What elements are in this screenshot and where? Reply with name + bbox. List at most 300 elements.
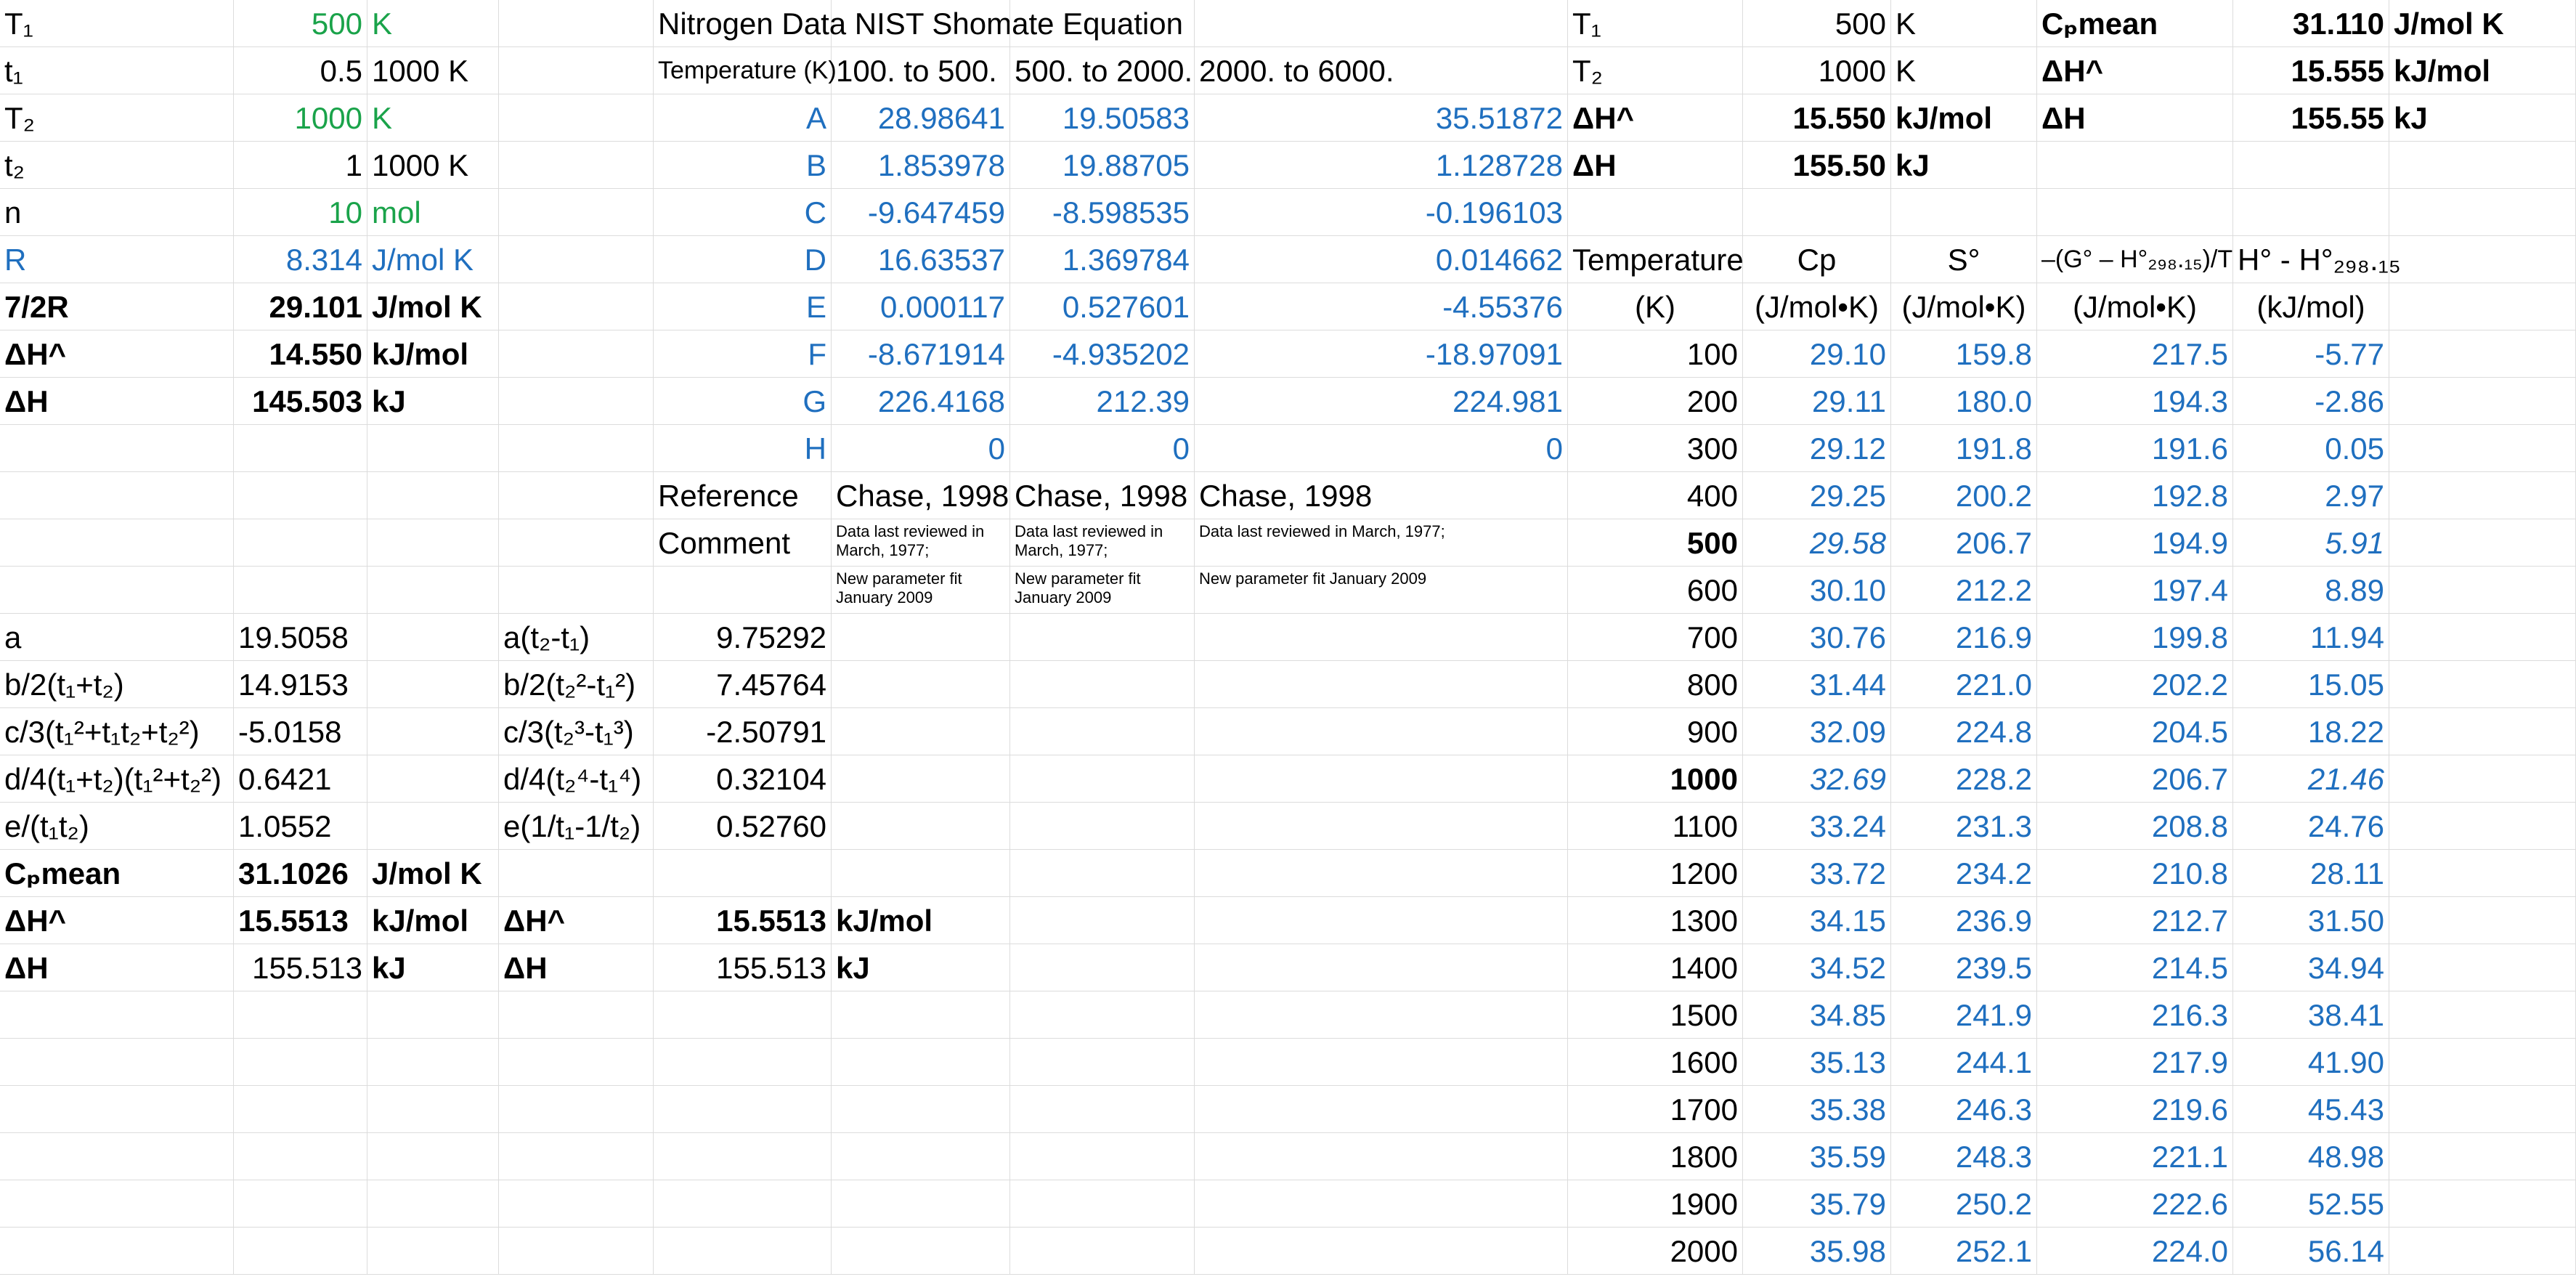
cell-r27-c7[interactable] bbox=[1010, 1228, 1195, 1275]
cell-r6-c2[interactable]: 8.314 bbox=[234, 236, 367, 283]
cell-r8-c5[interactable]: F bbox=[654, 330, 832, 378]
cell-r26-c3[interactable] bbox=[367, 1180, 499, 1228]
cell-r11-c8[interactable]: Chase, 1998 bbox=[1195, 472, 1568, 519]
cell-r3-c12[interactable]: ΔH bbox=[2037, 94, 2233, 142]
cell-r20-c13[interactable]: 31.50 bbox=[2233, 897, 2389, 944]
cell-r13-c11[interactable]: 212.2 bbox=[1891, 567, 2037, 614]
cell-r24-c14[interactable] bbox=[2389, 1086, 2576, 1133]
cell-r21-c4[interactable]: ΔH bbox=[499, 944, 654, 991]
cell-r4-c10[interactable]: 155.50 bbox=[1743, 142, 1891, 189]
cell-r15-c14[interactable] bbox=[2389, 661, 2576, 708]
cell-r13-c7[interactable]: New parameter fit January 2009 bbox=[1010, 567, 1195, 614]
cell-r9-c11[interactable]: 180.0 bbox=[1891, 378, 2037, 425]
cell-r2-c4[interactable] bbox=[499, 47, 654, 94]
cell-r27-c2[interactable] bbox=[234, 1228, 367, 1275]
cell-r20-c12[interactable]: 212.7 bbox=[2037, 897, 2233, 944]
cell-r19-c13[interactable]: 28.11 bbox=[2233, 850, 2389, 897]
cell-r10-c9[interactable]: 300 bbox=[1568, 425, 1743, 472]
cell-r8-c11[interactable]: 159.8 bbox=[1891, 330, 2037, 378]
cell-r23-c9[interactable]: 1600 bbox=[1568, 1039, 1743, 1086]
cell-r9-c14[interactable] bbox=[2389, 378, 2576, 425]
cell-r10-c5[interactable]: H bbox=[654, 425, 832, 472]
cell-r16-c7[interactable] bbox=[1010, 708, 1195, 755]
cell-r4-c7[interactable]: 19.88705 bbox=[1010, 142, 1195, 189]
cell-r12-c13[interactable]: 5.91 bbox=[2233, 519, 2389, 567]
cell-r19-c8[interactable] bbox=[1195, 850, 1568, 897]
cell-r22-c2[interactable] bbox=[234, 991, 367, 1039]
cell-r12-c8[interactable]: Data last reviewed in March, 1977; bbox=[1195, 519, 1568, 567]
cell-r1-c6[interactable] bbox=[832, 0, 1010, 47]
cell-r23-c5[interactable] bbox=[654, 1039, 832, 1086]
cell-r7-c6[interactable]: 0.000117 bbox=[832, 283, 1010, 330]
cell-r17-c3[interactable] bbox=[367, 755, 499, 803]
cell-r5-c3[interactable]: mol bbox=[367, 189, 499, 236]
cell-r24-c9[interactable]: 1700 bbox=[1568, 1086, 1743, 1133]
cell-r4-c11[interactable]: kJ bbox=[1891, 142, 2037, 189]
cell-r17-c7[interactable] bbox=[1010, 755, 1195, 803]
cell-r7-c7[interactable]: 0.527601 bbox=[1010, 283, 1195, 330]
cell-r26-c2[interactable] bbox=[234, 1180, 367, 1228]
cell-r20-c4[interactable]: ΔH^ bbox=[499, 897, 654, 944]
cell-r11-c12[interactable]: 192.8 bbox=[2037, 472, 2233, 519]
cell-r23-c4[interactable] bbox=[499, 1039, 654, 1086]
cell-r21-c7[interactable] bbox=[1010, 944, 1195, 991]
cell-r21-c11[interactable]: 239.5 bbox=[1891, 944, 2037, 991]
cell-r7-c2[interactable]: 29.101 bbox=[234, 283, 367, 330]
cell-r13-c4[interactable] bbox=[499, 567, 654, 614]
cell-r2-c10[interactable]: 1000 bbox=[1743, 47, 1891, 94]
cell-r18-c6[interactable] bbox=[832, 803, 1010, 850]
cell-r17-c11[interactable]: 228.2 bbox=[1891, 755, 2037, 803]
cell-r3-c1[interactable]: T₂ bbox=[0, 94, 234, 142]
cell-r5-c4[interactable] bbox=[499, 189, 654, 236]
cell-r2-c11[interactable]: K bbox=[1891, 47, 2037, 94]
cell-r18-c3[interactable] bbox=[367, 803, 499, 850]
cell-r15-c1[interactable]: b/2(t₁+t₂) bbox=[0, 661, 234, 708]
cell-r6-c12[interactable]: –(G° – H°₂₉₈.₁₅)/T bbox=[2037, 236, 2233, 283]
cell-r23-c11[interactable]: 244.1 bbox=[1891, 1039, 2037, 1086]
cell-r10-c14[interactable] bbox=[2389, 425, 2576, 472]
cell-r6-c11[interactable]: S° bbox=[1891, 236, 2037, 283]
cell-r25-c8[interactable] bbox=[1195, 1133, 1568, 1180]
cell-r5-c6[interactable]: -9.647459 bbox=[832, 189, 1010, 236]
cell-r20-c9[interactable]: 1300 bbox=[1568, 897, 1743, 944]
cell-r22-c14[interactable] bbox=[2389, 991, 2576, 1039]
cell-r3-c10[interactable]: 15.550 bbox=[1743, 94, 1891, 142]
cell-r12-c9[interactable]: 500 bbox=[1568, 519, 1743, 567]
cell-r3-c2[interactable]: 1000 bbox=[234, 94, 367, 142]
cell-r6-c5[interactable]: D bbox=[654, 236, 832, 283]
cell-r4-c13[interactable] bbox=[2233, 142, 2389, 189]
cell-r1-c2[interactable]: 500 bbox=[234, 0, 367, 47]
cell-r22-c11[interactable]: 241.9 bbox=[1891, 991, 2037, 1039]
cell-r19-c14[interactable] bbox=[2389, 850, 2576, 897]
cell-r16-c14[interactable] bbox=[2389, 708, 2576, 755]
cell-r17-c4[interactable]: d/4(t₂⁴-t₁⁴) bbox=[499, 755, 654, 803]
cell-r22-c8[interactable] bbox=[1195, 991, 1568, 1039]
cell-r9-c1[interactable]: ΔH bbox=[0, 378, 234, 425]
cell-r4-c14[interactable] bbox=[2389, 142, 2576, 189]
cell-r17-c13[interactable]: 21.46 bbox=[2233, 755, 2389, 803]
cell-r8-c6[interactable]: -8.671914 bbox=[832, 330, 1010, 378]
cell-r26-c10[interactable]: 35.79 bbox=[1743, 1180, 1891, 1228]
cell-r24-c5[interactable] bbox=[654, 1086, 832, 1133]
cell-r7-c9[interactable]: (K) bbox=[1568, 283, 1743, 330]
cell-r17-c14[interactable] bbox=[2389, 755, 2576, 803]
cell-r8-c9[interactable]: 100 bbox=[1568, 330, 1743, 378]
cell-r26-c13[interactable]: 52.55 bbox=[2233, 1180, 2389, 1228]
cell-r9-c10[interactable]: 29.11 bbox=[1743, 378, 1891, 425]
cell-r2-c13[interactable]: 15.555 bbox=[2233, 47, 2389, 94]
cell-r21-c8[interactable] bbox=[1195, 944, 1568, 991]
cell-r9-c8[interactable]: 224.981 bbox=[1195, 378, 1568, 425]
cell-r19-c7[interactable] bbox=[1010, 850, 1195, 897]
cell-r10-c4[interactable] bbox=[499, 425, 654, 472]
cell-r20-c7[interactable] bbox=[1010, 897, 1195, 944]
cell-r11-c2[interactable] bbox=[234, 472, 367, 519]
cell-r25-c10[interactable]: 35.59 bbox=[1743, 1133, 1891, 1180]
cell-r3-c3[interactable]: K bbox=[367, 94, 499, 142]
cell-r25-c14[interactable] bbox=[2389, 1133, 2576, 1180]
cell-r19-c6[interactable] bbox=[832, 850, 1010, 897]
cell-r9-c2[interactable]: 145.503 bbox=[234, 378, 367, 425]
cell-r20-c6[interactable]: kJ/mol bbox=[832, 897, 1010, 944]
cell-r13-c14[interactable] bbox=[2389, 567, 2576, 614]
cell-r24-c1[interactable] bbox=[0, 1086, 234, 1133]
cell-r16-c2[interactable]: -5.0158 bbox=[234, 708, 367, 755]
cell-r11-c6[interactable]: Chase, 1998 bbox=[832, 472, 1010, 519]
cell-r20-c3[interactable]: kJ/mol bbox=[367, 897, 499, 944]
cell-r8-c8[interactable]: -18.97091 bbox=[1195, 330, 1568, 378]
cell-r14-c9[interactable]: 700 bbox=[1568, 614, 1743, 661]
cell-r14-c11[interactable]: 216.9 bbox=[1891, 614, 2037, 661]
cell-r26-c5[interactable] bbox=[654, 1180, 832, 1228]
cell-r8-c2[interactable]: 14.550 bbox=[234, 330, 367, 378]
cell-r23-c8[interactable] bbox=[1195, 1039, 1568, 1086]
cell-r27-c10[interactable]: 35.98 bbox=[1743, 1228, 1891, 1275]
cell-r23-c6[interactable] bbox=[832, 1039, 1010, 1086]
cell-r2-c5[interactable]: Temperature (K) bbox=[654, 47, 832, 94]
cell-r27-c5[interactable] bbox=[654, 1228, 832, 1275]
cell-r20-c14[interactable] bbox=[2389, 897, 2576, 944]
cell-r10-c7[interactable]: 0 bbox=[1010, 425, 1195, 472]
cell-r26-c14[interactable] bbox=[2389, 1180, 2576, 1228]
cell-r15-c8[interactable] bbox=[1195, 661, 1568, 708]
cell-r13-c3[interactable] bbox=[367, 567, 499, 614]
cell-r15-c12[interactable]: 202.2 bbox=[2037, 661, 2233, 708]
cell-r5-c10[interactable] bbox=[1743, 189, 1891, 236]
cell-r10-c1[interactable] bbox=[0, 425, 234, 472]
cell-r5-c7[interactable]: -8.598535 bbox=[1010, 189, 1195, 236]
cell-r13-c1[interactable] bbox=[0, 567, 234, 614]
cell-r5-c14[interactable] bbox=[2389, 189, 2576, 236]
cell-r12-c2[interactable] bbox=[234, 519, 367, 567]
cell-r23-c14[interactable] bbox=[2389, 1039, 2576, 1086]
cell-r3-c9[interactable]: ΔH^ bbox=[1568, 94, 1743, 142]
cell-r12-c14[interactable] bbox=[2389, 519, 2576, 567]
cell-r27-c9[interactable]: 2000 bbox=[1568, 1228, 1743, 1275]
cell-r19-c9[interactable]: 1200 bbox=[1568, 850, 1743, 897]
cell-r19-c3[interactable]: J/mol K bbox=[367, 850, 499, 897]
cell-r19-c10[interactable]: 33.72 bbox=[1743, 850, 1891, 897]
cell-r27-c8[interactable] bbox=[1195, 1228, 1568, 1275]
cell-r8-c10[interactable]: 29.10 bbox=[1743, 330, 1891, 378]
cell-r4-c6[interactable]: 1.853978 bbox=[832, 142, 1010, 189]
cell-r14-c5[interactable]: 9.75292 bbox=[654, 614, 832, 661]
cell-r25-c9[interactable]: 1800 bbox=[1568, 1133, 1743, 1180]
cell-r1-c1[interactable]: T₁ bbox=[0, 0, 234, 47]
cell-r8-c12[interactable]: 217.5 bbox=[2037, 330, 2233, 378]
cell-r24-c7[interactable] bbox=[1010, 1086, 1195, 1133]
cell-r20-c11[interactable]: 236.9 bbox=[1891, 897, 2037, 944]
cell-r14-c2[interactable]: 19.5058 bbox=[234, 614, 367, 661]
cell-r17-c9[interactable]: 1000 bbox=[1568, 755, 1743, 803]
cell-r10-c12[interactable]: 191.6 bbox=[2037, 425, 2233, 472]
cell-r12-c10[interactable]: 29.58 bbox=[1743, 519, 1891, 567]
cell-r18-c1[interactable]: e/(t₁t₂) bbox=[0, 803, 234, 850]
cell-r9-c13[interactable]: -2.86 bbox=[2233, 378, 2389, 425]
cell-r17-c10[interactable]: 32.69 bbox=[1743, 755, 1891, 803]
cell-r3-c8[interactable]: 35.51872 bbox=[1195, 94, 1568, 142]
cell-r9-c12[interactable]: 194.3 bbox=[2037, 378, 2233, 425]
cell-r7-c8[interactable]: -4.55376 bbox=[1195, 283, 1568, 330]
cell-r15-c13[interactable]: 15.05 bbox=[2233, 661, 2389, 708]
cell-r8-c7[interactable]: -4.935202 bbox=[1010, 330, 1195, 378]
cell-r24-c6[interactable] bbox=[832, 1086, 1010, 1133]
cell-r14-c7[interactable] bbox=[1010, 614, 1195, 661]
cell-r4-c5[interactable]: B bbox=[654, 142, 832, 189]
cell-r25-c1[interactable] bbox=[0, 1133, 234, 1180]
cell-r25-c5[interactable] bbox=[654, 1133, 832, 1180]
cell-r4-c9[interactable]: ΔH bbox=[1568, 142, 1743, 189]
cell-r20-c10[interactable]: 34.15 bbox=[1743, 897, 1891, 944]
cell-r3-c14[interactable]: kJ bbox=[2389, 94, 2576, 142]
cell-r10-c13[interactable]: 0.05 bbox=[2233, 425, 2389, 472]
cell-r5-c1[interactable]: n bbox=[0, 189, 234, 236]
cell-r11-c14[interactable] bbox=[2389, 472, 2576, 519]
cell-r16-c10[interactable]: 32.09 bbox=[1743, 708, 1891, 755]
cell-r6-c3[interactable]: J/mol K bbox=[367, 236, 499, 283]
cell-r1-c9[interactable]: T₁ bbox=[1568, 0, 1743, 47]
cell-r6-c9[interactable]: Temperature bbox=[1568, 236, 1743, 283]
cell-r18-c5[interactable]: 0.52760 bbox=[654, 803, 832, 850]
cell-r12-c7[interactable]: Data last reviewed in March, 1977; bbox=[1010, 519, 1195, 567]
cell-r16-c8[interactable] bbox=[1195, 708, 1568, 755]
cell-r19-c2[interactable]: 31.1026 bbox=[234, 850, 367, 897]
cell-r25-c11[interactable]: 248.3 bbox=[1891, 1133, 2037, 1180]
cell-r15-c7[interactable] bbox=[1010, 661, 1195, 708]
cell-r4-c2[interactable]: 1 bbox=[234, 142, 367, 189]
cell-r21-c9[interactable]: 1400 bbox=[1568, 944, 1743, 991]
cell-r13-c13[interactable]: 8.89 bbox=[2233, 567, 2389, 614]
cell-r10-c8[interactable]: 0 bbox=[1195, 425, 1568, 472]
cell-r12-c3[interactable] bbox=[367, 519, 499, 567]
cell-r24-c13[interactable]: 45.43 bbox=[2233, 1086, 2389, 1133]
cell-r26-c12[interactable]: 222.6 bbox=[2037, 1180, 2233, 1228]
cell-r21-c1[interactable]: ΔH bbox=[0, 944, 234, 991]
cell-r7-c3[interactable]: J/mol K bbox=[367, 283, 499, 330]
cell-r9-c4[interactable] bbox=[499, 378, 654, 425]
cell-r14-c8[interactable] bbox=[1195, 614, 1568, 661]
cell-r22-c3[interactable] bbox=[367, 991, 499, 1039]
cell-r22-c10[interactable]: 34.85 bbox=[1743, 991, 1891, 1039]
cell-r3-c6[interactable]: 28.98641 bbox=[832, 94, 1010, 142]
cell-r25-c7[interactable] bbox=[1010, 1133, 1195, 1180]
cell-r16-c11[interactable]: 224.8 bbox=[1891, 708, 2037, 755]
cell-r18-c7[interactable] bbox=[1010, 803, 1195, 850]
cell-r21-c5[interactable]: 155.513 bbox=[654, 944, 832, 991]
cell-r7-c10[interactable]: (J/mol•K) bbox=[1743, 283, 1891, 330]
cell-r4-c1[interactable]: t₂ bbox=[0, 142, 234, 189]
cell-r3-c13[interactable]: 155.55 bbox=[2233, 94, 2389, 142]
cell-r11-c9[interactable]: 400 bbox=[1568, 472, 1743, 519]
cell-r7-c12[interactable]: (J/mol•K) bbox=[2037, 283, 2233, 330]
cell-r25-c6[interactable] bbox=[832, 1133, 1010, 1180]
cell-r5-c5[interactable]: C bbox=[654, 189, 832, 236]
cell-r14-c13[interactable]: 11.94 bbox=[2233, 614, 2389, 661]
cell-r1-c5[interactable]: Nitrogen Data NIST Shomate Equation bbox=[654, 0, 832, 47]
cell-r12-c12[interactable]: 194.9 bbox=[2037, 519, 2233, 567]
cell-r18-c9[interactable]: 1100 bbox=[1568, 803, 1743, 850]
cell-r23-c3[interactable] bbox=[367, 1039, 499, 1086]
cell-r27-c11[interactable]: 252.1 bbox=[1891, 1228, 2037, 1275]
cell-r9-c3[interactable]: kJ bbox=[367, 378, 499, 425]
cell-r26-c4[interactable] bbox=[499, 1180, 654, 1228]
cell-r18-c13[interactable]: 24.76 bbox=[2233, 803, 2389, 850]
cell-r21-c10[interactable]: 34.52 bbox=[1743, 944, 1891, 991]
cell-r25-c13[interactable]: 48.98 bbox=[2233, 1133, 2389, 1180]
cell-r21-c14[interactable] bbox=[2389, 944, 2576, 991]
cell-r6-c10[interactable]: Cp bbox=[1743, 236, 1891, 283]
cell-r13-c10[interactable]: 30.10 bbox=[1743, 567, 1891, 614]
cell-r25-c3[interactable] bbox=[367, 1133, 499, 1180]
cell-r20-c2[interactable]: 15.5513 bbox=[234, 897, 367, 944]
cell-r8-c3[interactable]: kJ/mol bbox=[367, 330, 499, 378]
cell-r1-c7[interactable] bbox=[1010, 0, 1195, 47]
cell-r18-c14[interactable] bbox=[2389, 803, 2576, 850]
cell-r19-c4[interactable] bbox=[499, 850, 654, 897]
cell-r24-c10[interactable]: 35.38 bbox=[1743, 1086, 1891, 1133]
cell-r2-c2[interactable]: 0.5 bbox=[234, 47, 367, 94]
cell-r15-c9[interactable]: 800 bbox=[1568, 661, 1743, 708]
cell-r10-c2[interactable] bbox=[234, 425, 367, 472]
cell-r21-c6[interactable]: kJ bbox=[832, 944, 1010, 991]
cell-r27-c1[interactable] bbox=[0, 1228, 234, 1275]
cell-r15-c4[interactable]: b/2(t₂²-t₁²) bbox=[499, 661, 654, 708]
cell-r11-c4[interactable] bbox=[499, 472, 654, 519]
cell-r27-c4[interactable] bbox=[499, 1228, 654, 1275]
cell-r6-c4[interactable] bbox=[499, 236, 654, 283]
cell-r14-c6[interactable] bbox=[832, 614, 1010, 661]
cell-r12-c4[interactable] bbox=[499, 519, 654, 567]
cell-r27-c6[interactable] bbox=[832, 1228, 1010, 1275]
cell-r6-c7[interactable]: 1.369784 bbox=[1010, 236, 1195, 283]
cell-r24-c4[interactable] bbox=[499, 1086, 654, 1133]
cell-r12-c5[interactable]: Comment bbox=[654, 519, 832, 567]
cell-r2-c9[interactable]: T₂ bbox=[1568, 47, 1743, 94]
cell-r26-c6[interactable] bbox=[832, 1180, 1010, 1228]
cell-r16-c3[interactable] bbox=[367, 708, 499, 755]
cell-r2-c1[interactable]: t₁ bbox=[0, 47, 234, 94]
cell-r12-c6[interactable]: Data last reviewed in March, 1977; bbox=[832, 519, 1010, 567]
cell-r5-c9[interactable] bbox=[1568, 189, 1743, 236]
cell-r7-c14[interactable] bbox=[2389, 283, 2576, 330]
cell-r23-c2[interactable] bbox=[234, 1039, 367, 1086]
cell-r13-c12[interactable]: 197.4 bbox=[2037, 567, 2233, 614]
cell-r18-c11[interactable]: 231.3 bbox=[1891, 803, 2037, 850]
cell-r19-c12[interactable]: 210.8 bbox=[2037, 850, 2233, 897]
cell-r14-c4[interactable]: a(t₂-t₁) bbox=[499, 614, 654, 661]
cell-r11-c11[interactable]: 200.2 bbox=[1891, 472, 2037, 519]
cell-r2-c7[interactable]: 500. to 2000. bbox=[1010, 47, 1195, 94]
cell-r13-c5[interactable] bbox=[654, 567, 832, 614]
cell-r22-c4[interactable] bbox=[499, 991, 654, 1039]
cell-r15-c10[interactable]: 31.44 bbox=[1743, 661, 1891, 708]
cell-r18-c12[interactable]: 208.8 bbox=[2037, 803, 2233, 850]
cell-r17-c12[interactable]: 206.7 bbox=[2037, 755, 2233, 803]
cell-r20-c5[interactable]: 15.5513 bbox=[654, 897, 832, 944]
cell-r23-c7[interactable] bbox=[1010, 1039, 1195, 1086]
cell-r5-c2[interactable]: 10 bbox=[234, 189, 367, 236]
cell-r7-c5[interactable]: E bbox=[654, 283, 832, 330]
cell-r27-c13[interactable]: 56.14 bbox=[2233, 1228, 2389, 1275]
cell-r18-c8[interactable] bbox=[1195, 803, 1568, 850]
cell-r22-c13[interactable]: 38.41 bbox=[2233, 991, 2389, 1039]
cell-r16-c5[interactable]: -2.50791 bbox=[654, 708, 832, 755]
cell-r1-c8[interactable] bbox=[1195, 0, 1568, 47]
cell-r14-c14[interactable] bbox=[2389, 614, 2576, 661]
cell-r26-c9[interactable]: 1900 bbox=[1568, 1180, 1743, 1228]
cell-r16-c13[interactable]: 18.22 bbox=[2233, 708, 2389, 755]
cell-r21-c2[interactable]: 155.513 bbox=[234, 944, 367, 991]
cell-r18-c4[interactable]: e(1/t₁-1/t₂) bbox=[499, 803, 654, 850]
cell-r8-c4[interactable] bbox=[499, 330, 654, 378]
cell-r15-c11[interactable]: 221.0 bbox=[1891, 661, 2037, 708]
cell-r2-c3[interactable]: 1000 K bbox=[367, 47, 499, 94]
cell-r24-c2[interactable] bbox=[234, 1086, 367, 1133]
cell-r23-c13[interactable]: 41.90 bbox=[2233, 1039, 2389, 1086]
cell-r1-c11[interactable]: K bbox=[1891, 0, 2037, 47]
cell-r14-c3[interactable] bbox=[367, 614, 499, 661]
cell-r18-c2[interactable]: 1.0552 bbox=[234, 803, 367, 850]
cell-r11-c1[interactable] bbox=[0, 472, 234, 519]
cell-r24-c11[interactable]: 246.3 bbox=[1891, 1086, 2037, 1133]
cell-r6-c6[interactable]: 16.63537 bbox=[832, 236, 1010, 283]
cell-r7-c4[interactable] bbox=[499, 283, 654, 330]
cell-r22-c5[interactable] bbox=[654, 991, 832, 1039]
cell-r27-c14[interactable] bbox=[2389, 1228, 2576, 1275]
cell-r24-c3[interactable] bbox=[367, 1086, 499, 1133]
cell-r12-c11[interactable]: 206.7 bbox=[1891, 519, 2037, 567]
cell-r25-c2[interactable] bbox=[234, 1133, 367, 1180]
cell-r1-c14[interactable]: J/mol K bbox=[2389, 0, 2576, 47]
cell-r8-c14[interactable] bbox=[2389, 330, 2576, 378]
cell-r22-c12[interactable]: 216.3 bbox=[2037, 991, 2233, 1039]
cell-r17-c1[interactable]: d/4(t₁+t₂)(t₁²+t₂²) bbox=[0, 755, 234, 803]
cell-r13-c9[interactable]: 600 bbox=[1568, 567, 1743, 614]
cell-r3-c5[interactable]: A bbox=[654, 94, 832, 142]
cell-r2-c6[interactable]: 100. to 500. bbox=[832, 47, 1010, 94]
cell-r11-c5[interactable]: Reference bbox=[654, 472, 832, 519]
cell-r9-c6[interactable]: 226.4168 bbox=[832, 378, 1010, 425]
cell-r7-c1[interactable]: 7/2R bbox=[0, 283, 234, 330]
cell-r1-c3[interactable]: K bbox=[367, 0, 499, 47]
cell-r8-c13[interactable]: -5.77 bbox=[2233, 330, 2389, 378]
cell-r26-c1[interactable] bbox=[0, 1180, 234, 1228]
cell-r11-c10[interactable]: 29.25 bbox=[1743, 472, 1891, 519]
cell-r9-c9[interactable]: 200 bbox=[1568, 378, 1743, 425]
cell-r7-c11[interactable]: (J/mol•K) bbox=[1891, 283, 2037, 330]
